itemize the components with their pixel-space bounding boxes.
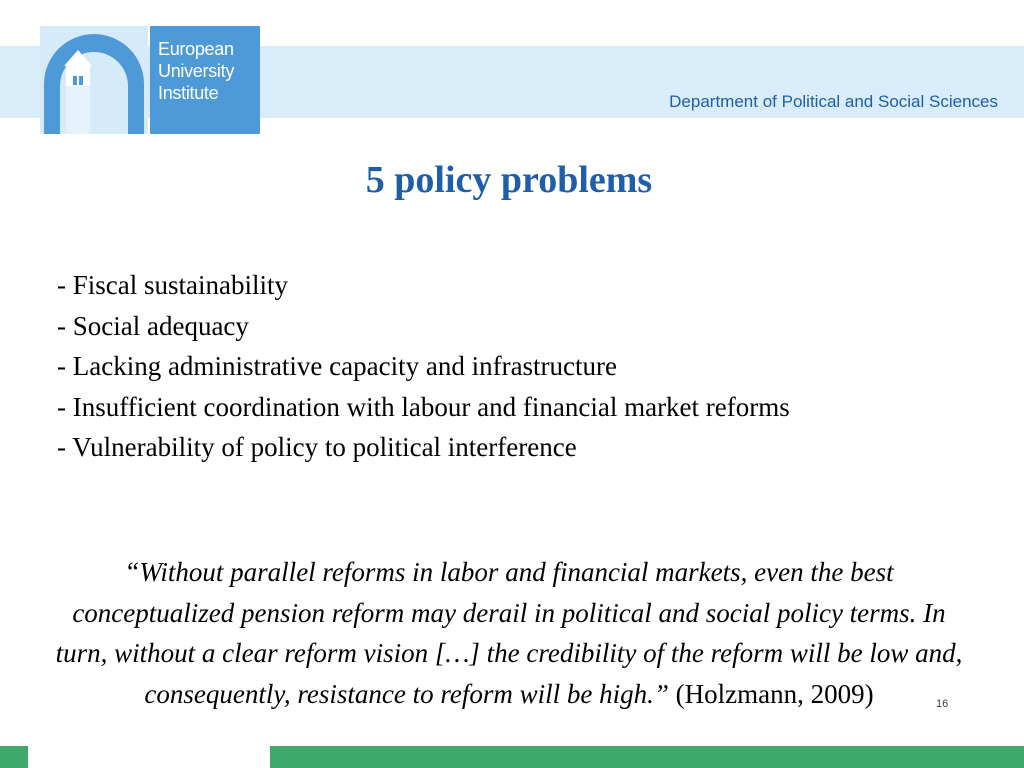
- bullet-item: - Fiscal sustainability: [57, 270, 288, 300]
- bullet-item: - Insufficient coordination with labour and financial market reforms: [57, 391, 790, 422]
- footer-bar-left: [0, 746, 28, 768]
- institute-logo-text: [150, 26, 260, 134]
- bullet-item: - Social adequacy: [57, 310, 249, 341]
- quote-citation: (Holzmann, 2009): [668, 678, 874, 709]
- tower-arch-icon: [40, 26, 148, 134]
- logo-line-1: European: [158, 39, 234, 59]
- quote-text: “Without parallel reforms in labor and financial markets, even the best conceptualized pension reform may derail in political and social policy terms. In turn, without a clear reform vision […] the credibility of the reform will be low and, consequently, resistance to reform will be high.”: [55, 557, 963, 709]
- institute-logo-icon: [40, 26, 148, 134]
- logo-line-3: Institute: [158, 83, 219, 103]
- logo-line-2: University: [158, 61, 235, 81]
- bullet-list: [57, 265, 897, 468]
- bullet-item: - Vulnerability of policy to political interference: [57, 432, 577, 462]
- quote-block: [50, 552, 968, 714]
- bullet-item: - Lacking administrative capacity and infrastructure: [57, 351, 618, 381]
- slide-title: 5 policy problems: [365, 159, 653, 201]
- department-name: Department of Political and Social Sciences: [669, 92, 998, 111]
- page-number: 16: [936, 698, 949, 710]
- footer-bar-right: [270, 746, 1024, 768]
